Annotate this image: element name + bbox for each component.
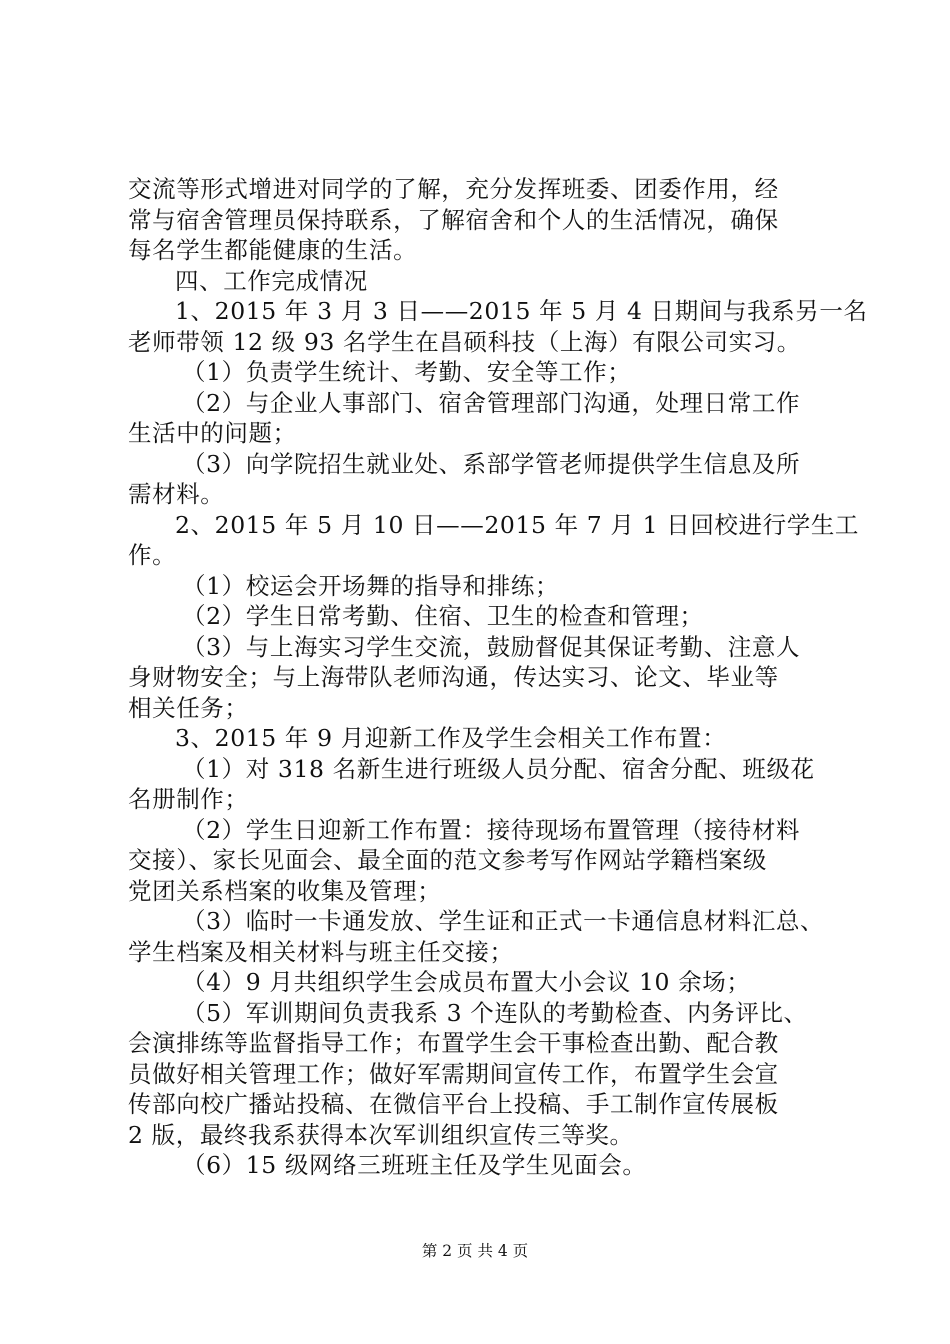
text-line: 员做好相关管理工作；做好军需期间宣传工作，布置学生会宣 bbox=[128, 1059, 779, 1088]
text-line: 需材料。 bbox=[128, 480, 225, 508]
text-line: 名册制作； bbox=[128, 785, 249, 813]
text-line: （2）与企业人事部门、宿舍管理部门沟通，处理日常工作 bbox=[182, 388, 801, 417]
text-line: （2）学生日常考勤、住宿、卫生的检查和管理； bbox=[182, 602, 704, 630]
page-footer: 第 2 页 共 4 页 bbox=[421, 1242, 529, 1260]
text-line: （3）临时一卡通发放、学生证和正式一卡通信息材料汇总、 bbox=[182, 907, 825, 935]
text-line: （1）校运会开场舞的指导和排练； bbox=[182, 571, 560, 600]
text-line: 交接）、家长见面会、最全面的范文参考写作网站学籍档案级 bbox=[128, 846, 767, 874]
text-line: 1、2015 年 3 月 3 日——2015 年 5 月 4 日期间与我系另一名 bbox=[175, 297, 868, 325]
text-line: 传部向校广播站投稿、在微信平台上投稿、手工制作宣传展板 bbox=[128, 1090, 779, 1118]
text-line: 每名学生都能健康的生活。 bbox=[128, 236, 418, 264]
text-line: 2、2015 年 5 月 10 日——2015 年 7 月 1 日回校进行学生工 bbox=[175, 510, 860, 539]
section-heading: 四、工作完成情况 bbox=[175, 266, 368, 295]
text-line: 身财物安全；与上海带队老师沟通，传达实习、论文、毕业等 bbox=[128, 663, 779, 691]
text-line: （1）对 318 名新生进行班级人员分配、宿舍分配、班级花 bbox=[182, 754, 815, 783]
text-line: 生活中的问题； bbox=[128, 419, 297, 447]
text-line: 交流等形式增进对同学的了解，充分发挥班委、团委作用，经 bbox=[128, 175, 779, 203]
text-line: （1）负责学生统计、考勤、安全等工作； bbox=[182, 358, 632, 386]
text-line: （2）学生日迎新工作布置：接待现场布置管理（接待材料 bbox=[182, 815, 801, 844]
text-line: （6）15 级网络三班班主任及学生见面会。 bbox=[182, 1151, 647, 1179]
text-line: 老师带领 12 级 93 名学生在昌硕科技（上海）有限公司实习。 bbox=[128, 327, 801, 356]
document-body bbox=[128, 174, 868, 1181]
text-line: 2 版，最终我系获得本次军训组织宣传三等奖。 bbox=[128, 1120, 634, 1149]
text-line: 相关任务； bbox=[128, 693, 249, 722]
text-line: 作。 bbox=[128, 541, 177, 569]
text-line: （5）军训期间负责我系 3 个连队的考勤检查、内务评比、 bbox=[182, 998, 808, 1027]
text-line: 党团关系档案的收集及管理； bbox=[128, 876, 442, 905]
text-line: （4）9 月共组织学生会成员布置大小会议 10 余场； bbox=[182, 968, 751, 996]
text-line: （3）与上海实习学生交流，鼓励督促其保证考勤、注意人 bbox=[182, 632, 801, 661]
text-line: （3）向学院招生就业处、系部学管老师提供学生信息及所 bbox=[182, 449, 801, 478]
text-line: 3、2015 年 9 月迎新工作及学生会相关工作布置： bbox=[175, 724, 727, 752]
text-line: 学生档案及相关材料与班主任交接； bbox=[128, 937, 514, 966]
text-line: 常与宿舍管理员保持联系，了解宿舍和个人的生活情况，确保 bbox=[128, 205, 779, 234]
text-line: 会演排练等监督指导工作；布置学生会干事检查出勤、配合教 bbox=[128, 1029, 779, 1057]
